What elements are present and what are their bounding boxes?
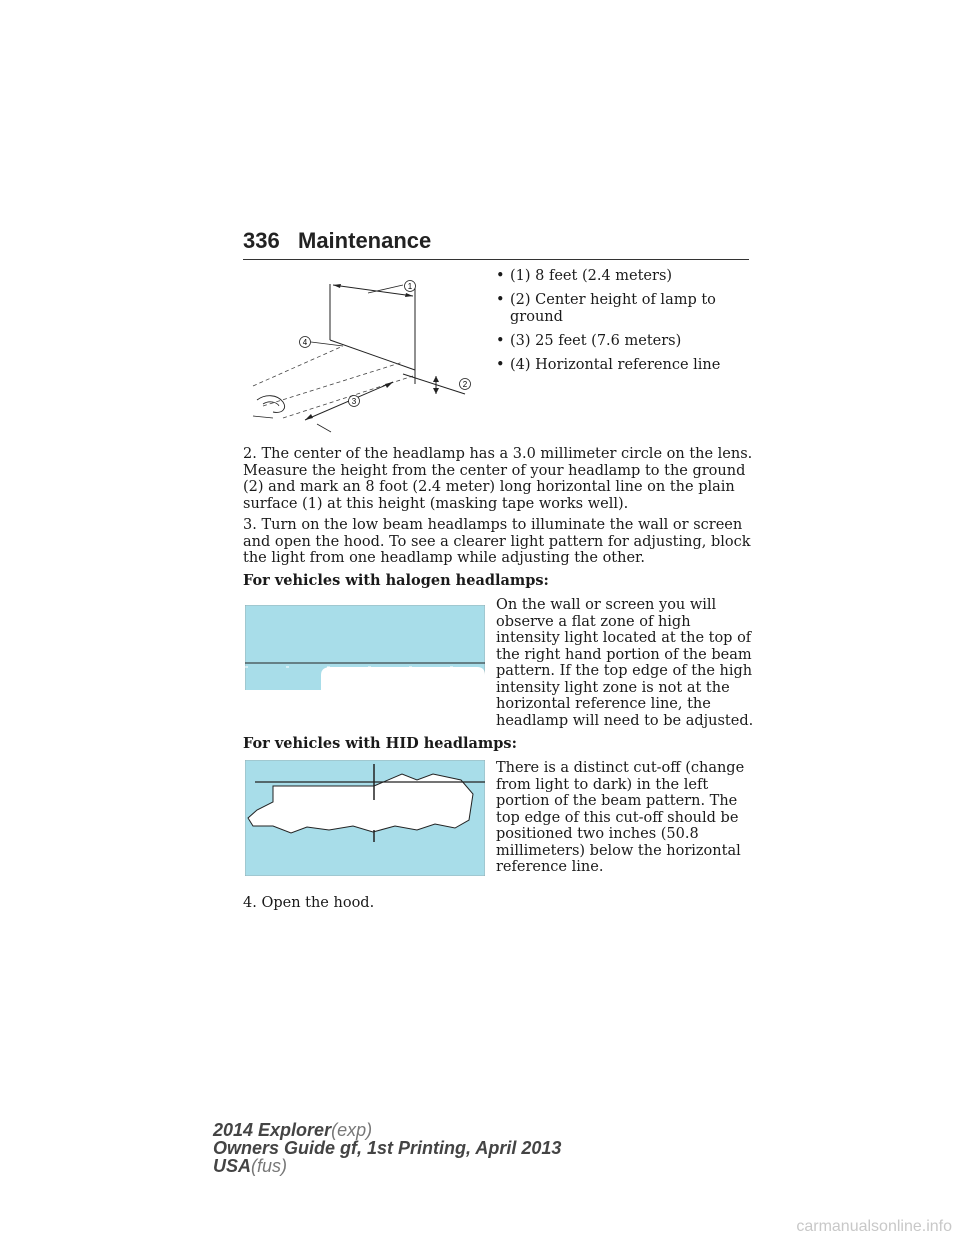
step-3-paragraph: 3. Turn on the low beam headlamps to illuminate the wall or screen and open the hood. To see a clearer light pattern for adjusting, block the light from one headlamp while adjusting the other. <box>243 517 751 566</box>
list-item: • (2) Center height of lamp to ground <box>496 292 716 325</box>
step-4-paragraph: 4. Open the hood. <box>243 895 375 911</box>
legend-item-1: (1) 8 feet (2.4 meters) <box>510 268 673 284</box>
footer-region: USA <box>213 1156 252 1176</box>
list-item: • (3) 25 feet (7.6 meters) <box>496 333 682 349</box>
halogen-description: On the wall or screen you will observe a flat zone of high intensity light located at the top of the right hand portion of the beam pattern. If the top edge of the high intensity light zone is not at the horizontal reference line, the headlamp will need to be adjusted. <box>496 597 754 729</box>
footer-guide: Owners Guide gf, 1st Printing, April 2013 <box>213 1138 562 1158</box>
list-item: • (1) 8 feet (2.4 meters) <box>496 268 673 284</box>
halogen-heading: For vehicles with halogen headlamps: <box>243 572 549 589</box>
section-title: Maintenance <box>298 228 432 253</box>
legend-item-2: (2) Center height of lamp to ground <box>510 292 716 325</box>
header-divider <box>243 259 749 260</box>
hid-description: There is a distinct cut-off (change from light to dark) in the left portion of the beam pattern. The top edge of this cut-off should be positioned two inches (50.8 millimeters) below the horizontal reference line. <box>496 760 745 875</box>
hid-heading: For vehicles with HID headlamps: <box>243 735 517 752</box>
callout-3-label: 3 <box>351 397 357 406</box>
callout-4-label: 4 <box>302 338 308 347</box>
step-2-paragraph: 2. The center of the headlamp has a 3.0 millimeter circle on the lens. Measure the height from the center of your headlamp to the ground (2) and mark an 8 foot (2.4 meter) long horizontal line on the plain surface (1) at this height (masking tape works well). <box>243 446 753 512</box>
callout-2-label: 2 <box>462 380 468 389</box>
footer-region-code: (fus) <box>251 1156 288 1176</box>
hid-beam-pattern-figure <box>245 760 485 876</box>
footer-model: 2014 Explorer <box>213 1120 332 1140</box>
headlamp-aiming-diagram <box>243 266 483 436</box>
footer-model-code: (exp) <box>331 1120 373 1140</box>
halogen-beam-pattern-figure <box>245 605 485 709</box>
list-item: • (4) Horizontal reference line <box>496 357 721 373</box>
page-number: 336 <box>243 228 280 253</box>
callout-1-label: 1 <box>407 282 413 291</box>
legend-item-3: (3) 25 feet (7.6 meters) <box>510 333 682 349</box>
watermark: carmanualsonline.info <box>796 1218 952 1235</box>
diagram-legend-list <box>496 268 756 381</box>
document-footer <box>213 1121 561 1175</box>
legend-item-4: (4) Horizontal reference line <box>510 357 721 373</box>
